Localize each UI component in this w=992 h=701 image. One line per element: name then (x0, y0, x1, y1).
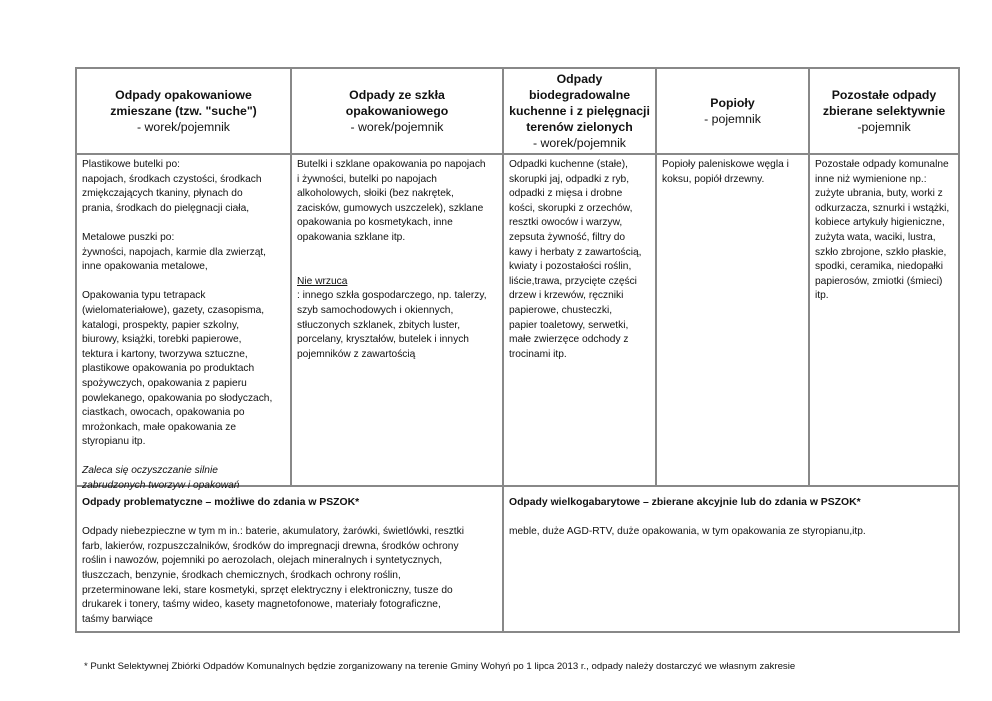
text-line: resztki owoców i warzyw, (509, 217, 623, 229)
header-title-line: biodegradowalne (528, 88, 631, 102)
text-line: porcelany, kryształów, butelek i innych (297, 334, 469, 346)
header-title-line: Odpady opakowaniowe (115, 88, 252, 102)
text-line: papierosów, zmiotki (śmieci) (815, 275, 943, 287)
text-line: opakowania po kosmetykach, inne (297, 217, 453, 229)
text-line: itp. (815, 290, 829, 302)
text-line: papierowe, chusteczki, (509, 304, 613, 316)
text-line: Plastikowe butelki po: (82, 159, 180, 170)
text-line: roślin i nawozów, pojemniki po aerozolach, olejach mineralnych i syntetycznych, (82, 555, 443, 567)
header-title-line: Odpady (556, 72, 603, 86)
cell-ash (657, 155, 810, 487)
text-line: zacisków, gumowych uszczelek), szklane (297, 202, 484, 214)
text-line: katalogi, prospekty, papier szkolny, (82, 319, 240, 331)
footnote: * Punkt Selektywnej Zbiórki Odpadów Komunalnych będzie zorganizowany na terenie Gminy Wohyń po 1 lipca 2013 r., odpady należy dostarczyć we własnym zakresie (84, 661, 796, 672)
text-line: inne opakowania metalowe, (82, 261, 208, 273)
text-line: zepsuta żywność, filtry do (509, 231, 626, 243)
header-subtitle: - worek/pojemnik (533, 136, 626, 150)
text-line: inne niż wymienione np.: (815, 173, 927, 185)
cell-bio (504, 155, 657, 487)
text-line: prania, środkach do pielęgnacji ciała, (82, 202, 250, 214)
text-line: napojach, środkach czystości, środkach (82, 173, 262, 185)
text-line: szkło zbrojone, szkło płaskie, (815, 246, 947, 258)
text-line: plastikowe opakowania po produktach (82, 363, 255, 375)
header-subtitle: - worek/pojemnik (350, 120, 444, 134)
text-line: żywności, napojach, karmie dla zwierząt, (82, 246, 267, 258)
text-line: kwiaty i pozostałości roślin, (509, 261, 632, 273)
bulky-title: Odpady wielkogabarytowe – zbierane akcyjnie lub do zdania w PSZOK* (509, 497, 861, 508)
header-packaging (77, 69, 292, 155)
bulky-text: meble, duże AGD-RTV, duże opakowania, w tym opakowania ze styropianu,itp. (509, 526, 866, 538)
header-ash (657, 69, 810, 155)
cell-problematic (77, 487, 504, 631)
header-other (810, 69, 958, 155)
text-line: odpadki z mięsa i drobne (509, 188, 623, 200)
text-line: spodki, ceramika, niedopałki (815, 261, 943, 273)
header-title-line: Odpady ze szkła (349, 88, 445, 102)
header-title-line: terenów zielonych (526, 120, 633, 134)
text-line: tłuszczach, benzynie, środkach chemicznych, środkach ochrony roślin, (82, 569, 401, 581)
text-line: taśmy barwiące (82, 613, 153, 625)
text-line: zużyte ubrania, buty, worki z (815, 188, 943, 200)
text-line: skorupki jaj, odpadki z ryb, (509, 173, 630, 185)
text-line: drukarek i tonery, taśmy wideo, kasety magnetofonowe, materiały fotograficzne, (82, 599, 441, 611)
text-line: (wielomateriałowe), gazety, czasopisma, (82, 304, 265, 316)
text-line: : innego szkła gospodarczego, np. talerzy, (297, 290, 487, 302)
text-line: Metalowe puszki po: (82, 231, 175, 243)
text-line: opakowania szklane itp. (297, 231, 406, 243)
cell-glass (292, 155, 504, 487)
text-line: spożywczych, opakowania z papieru (82, 377, 247, 389)
text-line: pojemników z zawartością (297, 348, 416, 360)
header-subtitle: -pojemnik (857, 120, 911, 134)
header-subtitle: - pojemnik (704, 112, 761, 126)
header-title-line: Popioły (710, 96, 755, 110)
header-bio (504, 69, 657, 155)
header-title-line: Pozostałe odpady (831, 88, 937, 102)
header-title-line: kuchenne i z pielęgnacji (509, 104, 650, 118)
header-title-line: zbierane selektywnie (822, 104, 946, 118)
cell-bulky (504, 487, 958, 631)
text-line: papier toaletowy, serwetki, (509, 319, 629, 331)
problematic-title: Odpady problematyczne – możliwe do zdania w PSZOK* (82, 497, 360, 508)
text-line: farb, lakierów, rozpuszczalników, środków do impregnacji drewna, środków ochrony (82, 540, 459, 552)
cell-packaging (77, 155, 292, 492)
text-line: Odpadki kuchenne (stałe), (509, 159, 628, 170)
text-line: i żywności, butelki po napojach (297, 173, 437, 185)
text-line: stłuczonych szklanek, zbitych luster, (297, 319, 461, 331)
text-line: odkurzacza, sznurki i wstążki, (815, 202, 950, 214)
text-line: kości, skorupki z orzechów, (509, 202, 633, 214)
text-line: Odpady niebezpieczne w tym m in.: baterie, akumulatory, żarówki, świetlówki, resztki (82, 526, 464, 538)
text-line: biurowy, książki, torebki papierowe, (82, 334, 242, 346)
text-line: mrożonkach, małe opakowania ze (82, 421, 237, 433)
text-line: alkoholowych, słoiki (bez nakrętek, (297, 188, 454, 200)
cell-other (810, 155, 958, 487)
text-line: Butelki i szklane opakowania po napojach (297, 159, 486, 170)
text-line: tektura i kartony, tworzywa sztuczne, (82, 348, 248, 360)
text-line: powlekanego, opakowania po słodyczach, (82, 392, 273, 404)
text-line: Zaleca się oczyszczanie silnie (82, 465, 218, 477)
text-line: styropianu itp. (82, 436, 146, 448)
text-line: ciastkach, owocach, opakowania po (82, 407, 245, 419)
text-line: Popioły paleniskowe węgla i (662, 159, 789, 170)
header-subtitle: - worek/pojemnik (137, 120, 230, 134)
header-title-line: opakowaniowego (345, 104, 449, 118)
text-line: kobiece artykuły higieniczne, (815, 217, 945, 229)
text-line: zmiękczających tkaniny, płynach do (82, 188, 243, 200)
text-line: liście,trawa, przycięte części (509, 275, 637, 287)
text-line: zużyta wata, waciki, lustra, (815, 231, 936, 243)
text-line: szyb samochodowych i okiennych, (297, 304, 454, 316)
text-line: Pozostałe odpady komunalne (815, 159, 949, 170)
text-line: zabrudzonych tworzyw i opakowań (82, 480, 240, 492)
text-line: koksu, popiół drzewny. (662, 173, 765, 185)
text-line: Opakowania typu tetrapack (82, 290, 206, 302)
not-allowed-label: Nie wrzuca (297, 275, 348, 287)
waste-table (75, 67, 960, 633)
text-line: drzew i krzewów, ręczniki (509, 290, 624, 302)
text-line: kawy i herbaty z zawartością, (509, 246, 642, 258)
text-line: przeterminowane leki, stare kosmetyki, sprzęt elektryczny i elektroniczny, tusze do (82, 584, 453, 596)
header-glass (292, 69, 504, 155)
header-title-line: zmieszane (tzw. "suche") (110, 104, 257, 118)
text-line: małe zwierzęce odchody z (509, 334, 629, 346)
text-line: trocinami itp. (509, 348, 567, 360)
